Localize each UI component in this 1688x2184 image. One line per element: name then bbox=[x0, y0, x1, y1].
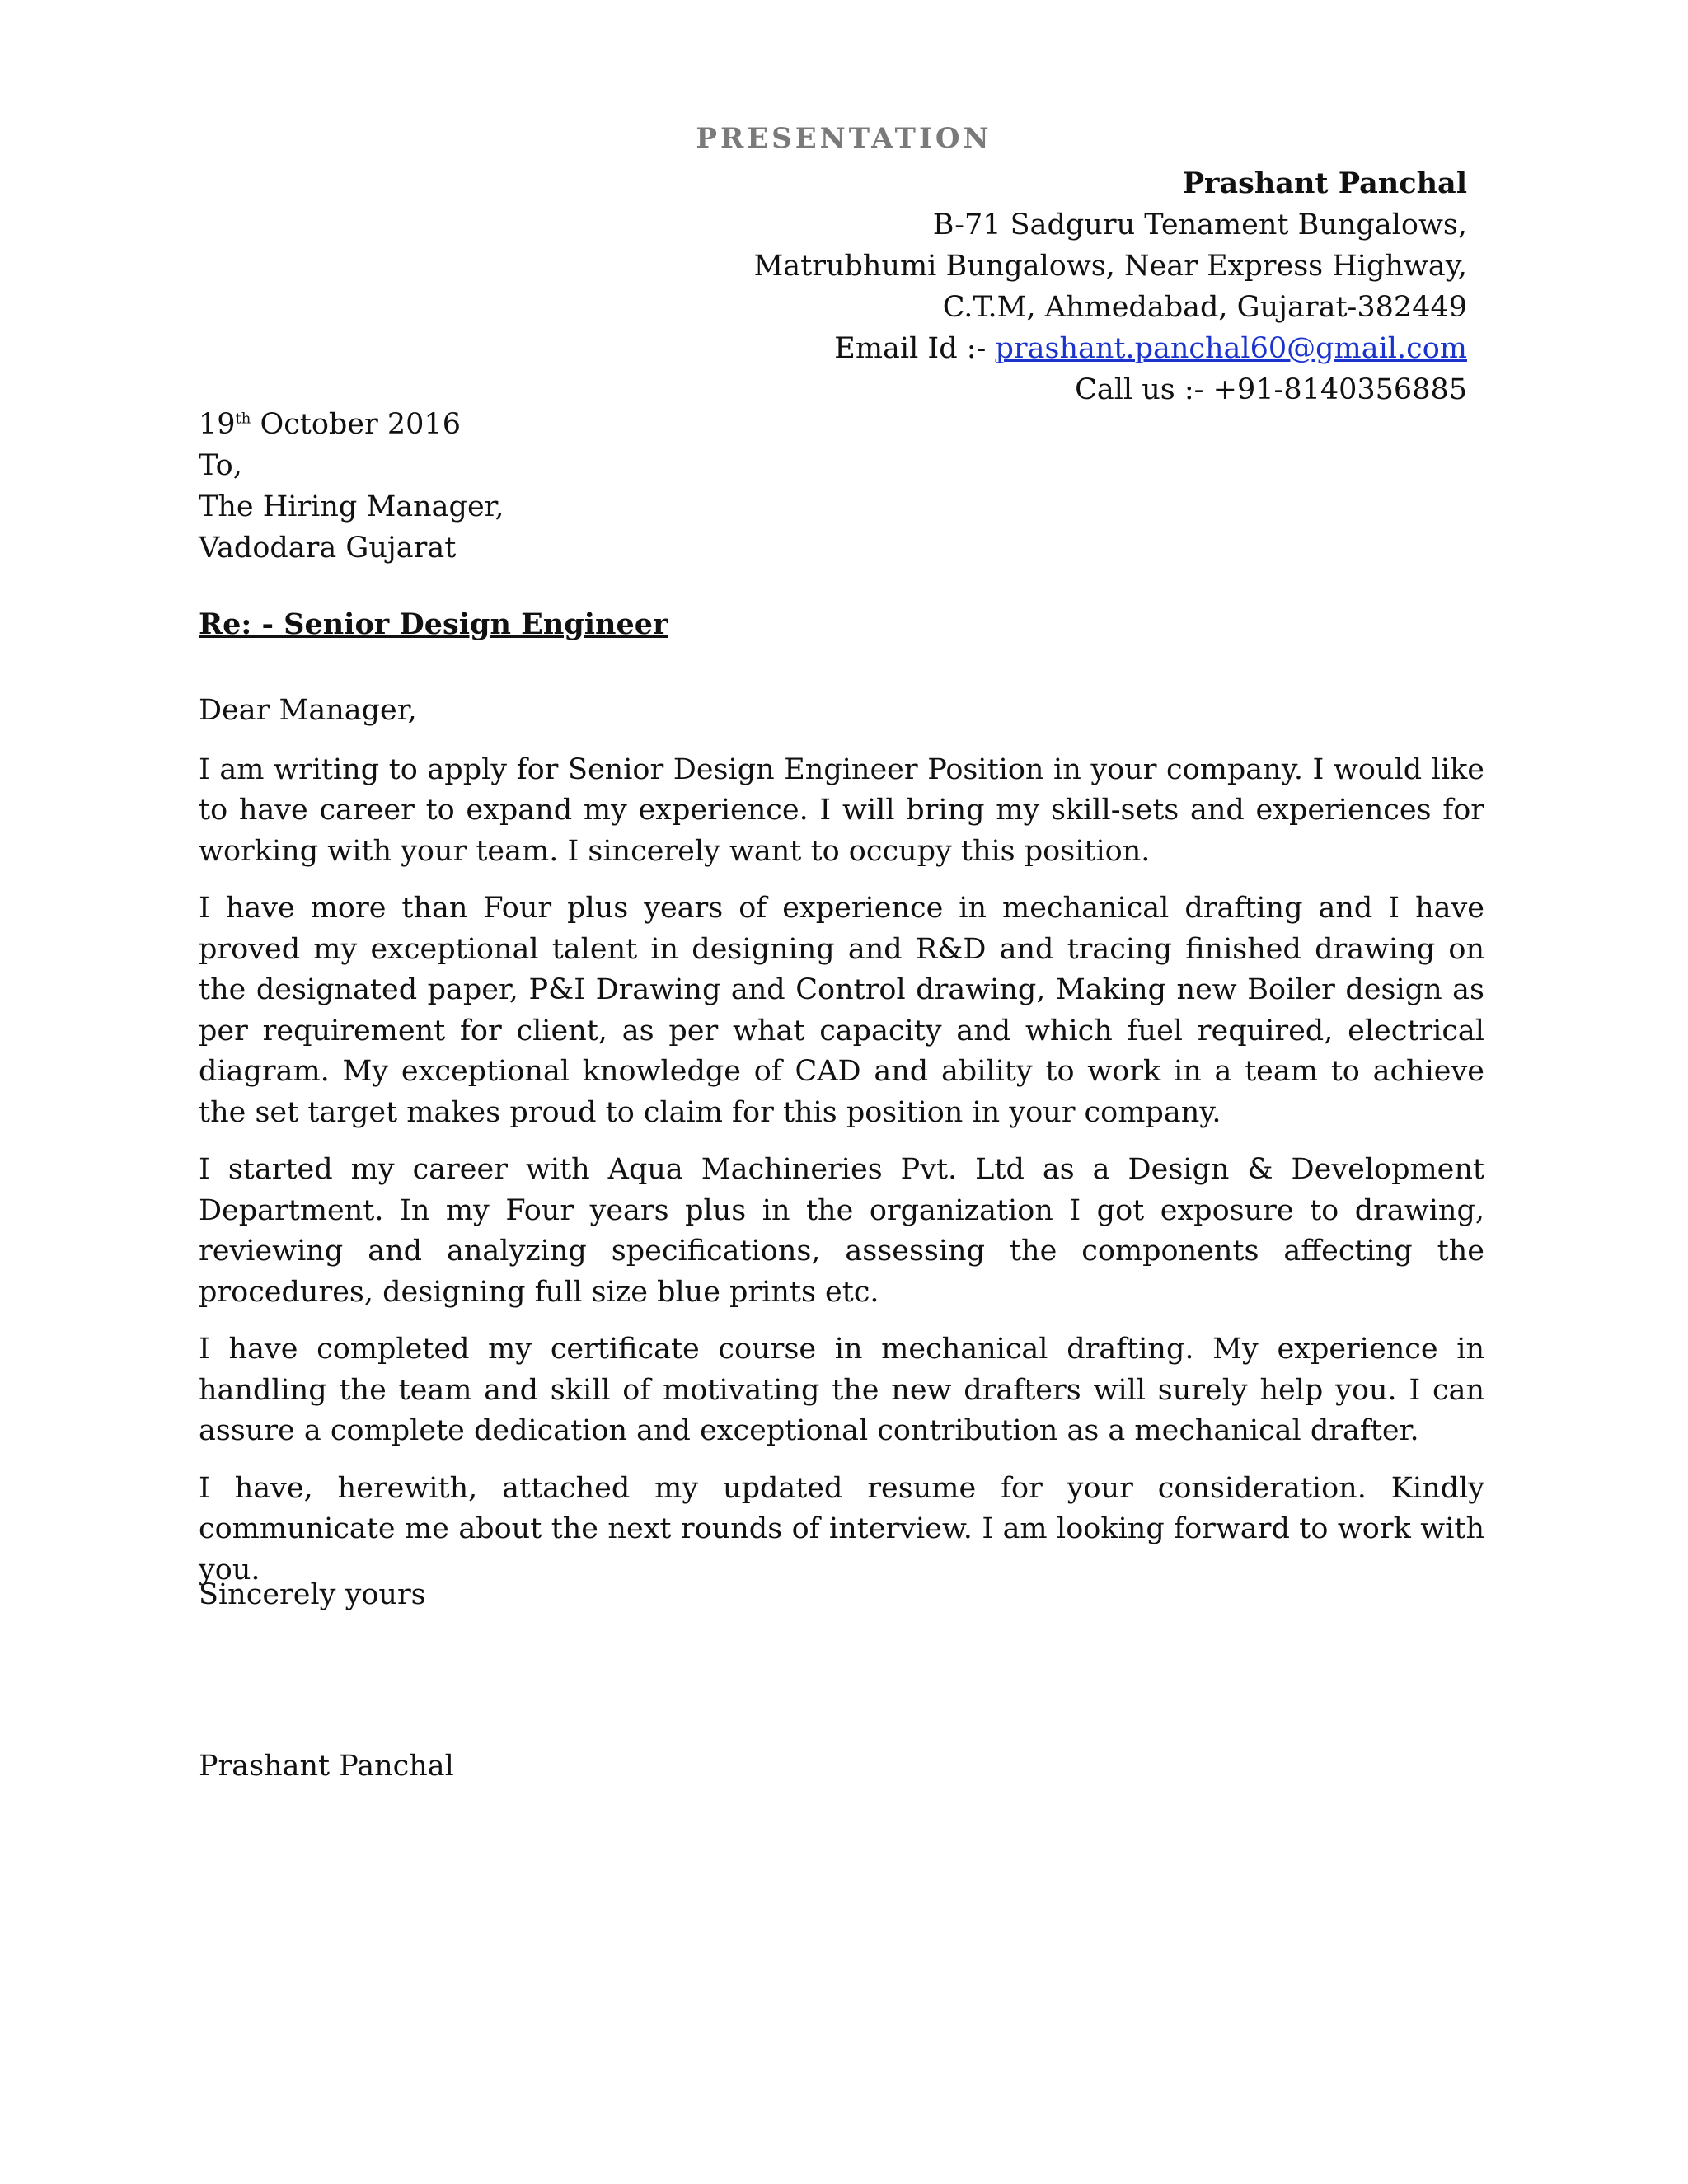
sender-address-line-1: B-71 Sadguru Tenament Bungalows, bbox=[932, 209, 1467, 241]
sender-block bbox=[560, 163, 1467, 410]
email-label: Email Id :- bbox=[834, 332, 996, 365]
recipient-location: Vadodara Gujarat bbox=[199, 532, 457, 565]
letter-date bbox=[199, 404, 504, 445]
date-recipient-block bbox=[199, 404, 504, 569]
sender-email-line bbox=[560, 328, 1467, 369]
body-paragraph: I have, herewith, attached my updated resume for your consideration. Kindly communicate me about the next rounds of interview. I am looking forward to work with you. bbox=[199, 1471, 1484, 1586]
closing-line: Sincerely yours bbox=[199, 1578, 426, 1611]
sender-address-line-2: Matrubhumi Bungalows, Near Express Highway, bbox=[753, 250, 1467, 283]
letter-body bbox=[199, 691, 1484, 1607]
document-heading: PRESENTATION bbox=[696, 122, 992, 155]
date-suffix: th bbox=[235, 410, 251, 428]
sender-address-line-3: C.T.M, Ahmedabad, Gujarat-382449 bbox=[942, 291, 1467, 324]
date-rest: October 2016 bbox=[251, 408, 461, 441]
body-paragraph: I have more than Four plus years of experience in mechanical drafting and I have proved my exceptional talent in designing and R&D and tracing finished drawing on the designated paper, P&I Drawing and Control drawing, Making new Boiler design as per requirement for client, as per what capacity and which fuel required, electrical diagram. My exceptional knowledge of CAD and ability to work in a team to achieve the set target makes proud to claim for this position in your company. bbox=[199, 892, 1484, 1129]
date-day: 19 bbox=[199, 408, 236, 441]
subject-line: Re: - Senior Design Engineer bbox=[199, 607, 668, 641]
email-link[interactable]: prashant.panchal60@gmail.com bbox=[995, 332, 1467, 365]
body-paragraph: I am writing to apply for Senior Design Engineer Position in your company. I would like to have career to expand my experience. I will bring my skill-sets and experiences for working with your team. I sincerely want to occupy this position. bbox=[199, 752, 1484, 868]
recipient-to: To, bbox=[199, 449, 242, 482]
sender-name: Prashant Panchal bbox=[1182, 166, 1467, 200]
recipient-title: The Hiring Manager, bbox=[199, 490, 504, 523]
body-paragraph: I have completed my certificate course in mechanical drafting. My experience in handling the team and skill of motivating the new drafters will surely help you. I can assure a complete dedication and exceptional contribution as a mechanical drafter. bbox=[199, 1333, 1484, 1447]
signature-name: Prashant Panchal bbox=[199, 1750, 454, 1783]
body-paragraph: I started my career with Aqua Machineries Pvt. Ltd as a Design & Development Department. In my Four years plus in the organization I got exposure to drawing, reviewing and analyzing specifications, assessing the components affecting the procedures, designing full size blue prints etc. bbox=[199, 1153, 1484, 1309]
sender-phone-line: Call us :- +91-8140356885 bbox=[1075, 373, 1467, 406]
salutation: Dear Manager, bbox=[199, 694, 417, 727]
